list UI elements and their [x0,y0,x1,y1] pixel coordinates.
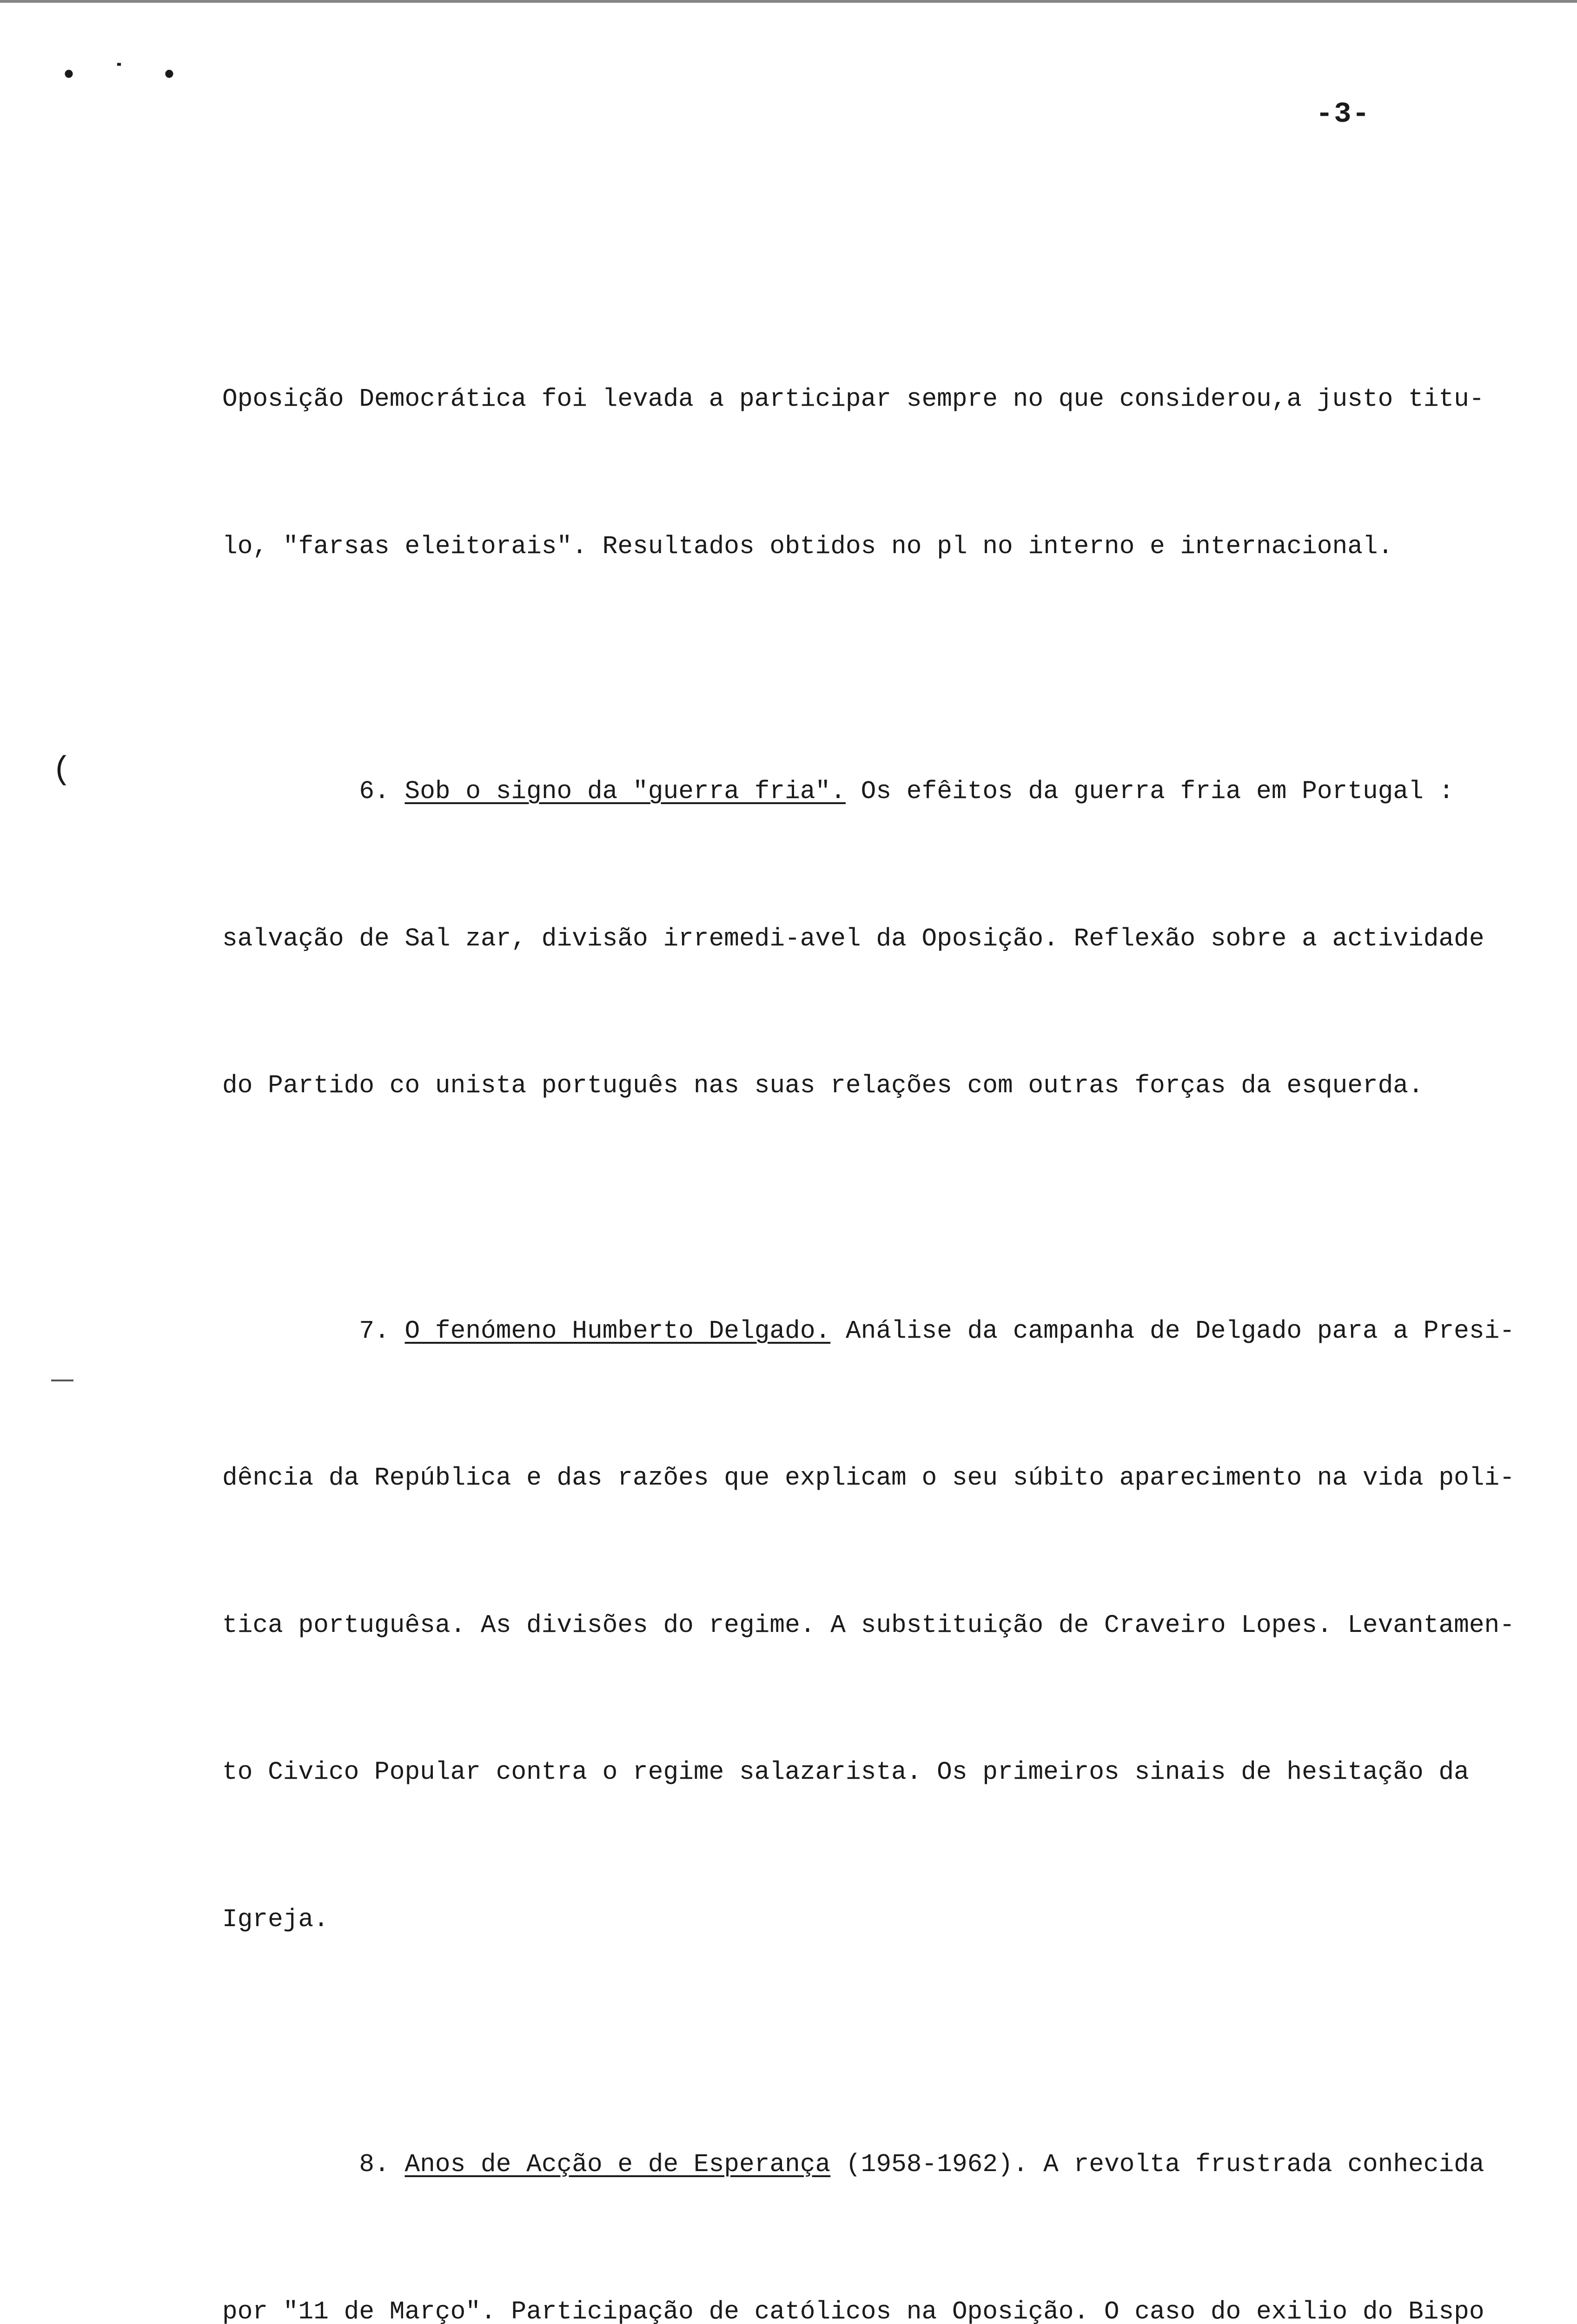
section-title: Sob o signo da "guerra fria". [404,778,846,806]
text-line: dência da República e das razões que explicam o seu súbito aparecimento na vida poli- [222,1464,1515,1492]
text-line: Oposição Democrática foi levada a participar sempre no que considerou,a justo titu- [222,385,1484,414]
text-line: to Civico Popular contra o regime salazarista. Os primeiros sinais de hesitação da [222,1758,1469,1787]
text-line: por "11 de Março". Participação de católicos na Oposição. O caso do exilio do Bispo [222,2298,1484,2324]
section-title: Anos de Acção e de Esperança [404,2151,831,2179]
section-7-heading [222,1307,1515,1356]
margin-dash-mark [51,1380,73,1381]
section-number: 8. [359,2151,390,2179]
text-fragment: (1958-1962). A revolta frustrada conhecida [830,2151,1484,2179]
scan-top-edge [0,0,1577,3]
text-line: tica portuguêsa. As divisões do regime. A substituição de Craveiro Lopes. Levantamen- [222,1611,1515,1640]
section-number: 6. [359,778,390,806]
page-number: -3- [1316,98,1371,131]
section-title: O fenómeno Humberto Delgado. [404,1317,831,1346]
text-line: lo, "farsas eleitorais". Resultados obtidos no pl no interno e internacional. [222,532,1393,561]
section-number: 7. [359,1317,390,1346]
text-line: do Partido co unista português nas suas relações com outras forças da esquerda. [222,1072,1424,1100]
text-line: salvação de Sal zar, divisão irremedi-avel da Oposição. Reflexão sobre a actividade [222,924,1484,953]
margin-bracket-mark: ( [52,752,72,789]
section-6-heading [222,767,1515,817]
text-line: Igreja. [222,1905,329,1934]
text-fragment: Análise da campanha de Delgado para a Presi- [830,1317,1515,1346]
text-fragment: Os efêitos da guerra fria em Portugal : [845,778,1454,806]
section-8-heading [222,2140,1515,2190]
scan-marks: • ˙ • [60,60,186,92]
document-body [222,179,1515,2324]
